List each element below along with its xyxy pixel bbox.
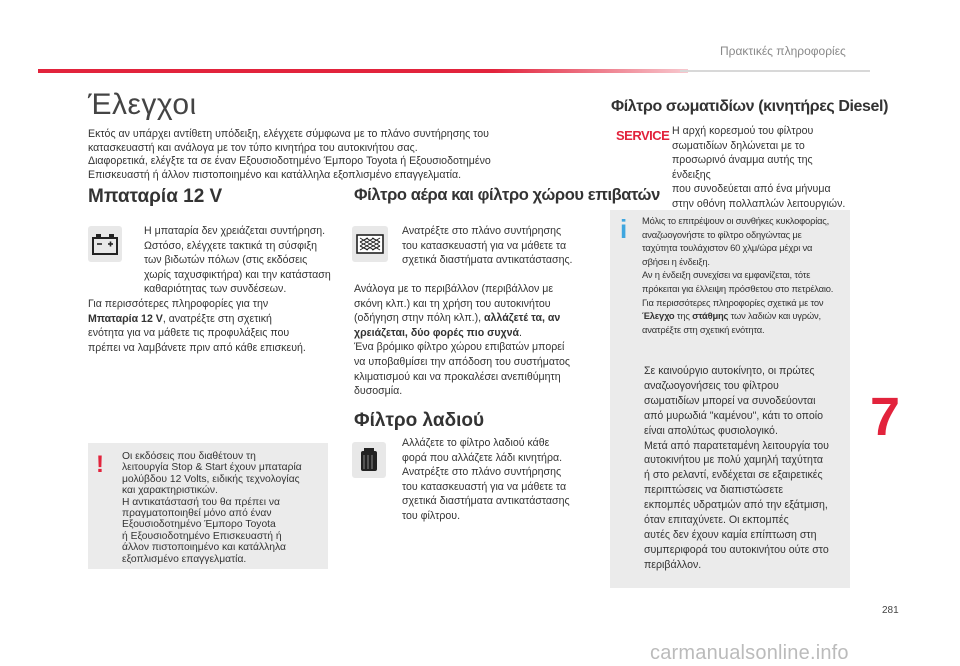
text-line: και χαρακτηριστικών. — [122, 485, 218, 497]
text-line: ή Εξουσιοδοτημένο Επισκευαστή ή — [122, 530, 282, 542]
particle-filter-heading: Φίλτρο σωματιδίων (κινητήρες Diesel) — [611, 98, 889, 115]
battery-link-text: Μπαταρία 12 V — [88, 312, 163, 325]
text-line: ή στο ρελαντί, ενδέχεται σε εξαιρετικές — [644, 469, 823, 482]
text-line: αναζωογονήσεις του φίλτρου — [644, 379, 779, 392]
air-filter-heading: Φίλτρο αέρα και φίλτρο χώρου επιβατών — [354, 186, 660, 204]
intro-paragraph — [88, 128, 558, 182]
battery-heading: Μπαταρία 12 V — [88, 186, 223, 207]
page-number: 281 — [882, 605, 899, 616]
text-line: όταν επιταχύνετε. Οι εκπομπές — [644, 514, 789, 527]
text-line: περιβάλλον. — [644, 558, 702, 571]
text-fragment: των λαδιών και υγρών, — [728, 310, 821, 322]
header-accent-bar — [38, 69, 688, 73]
oil-filter-paragraph — [402, 436, 602, 524]
text-line: φορά που αλλάζετε λάδι κινητήρα. — [402, 451, 563, 464]
emphasis-text: χρειάζεται, δύο φορές πιο συχνά — [354, 326, 520, 339]
text-line: πρέπει να λαμβάνετε πριν από κάθε επισκευή. — [88, 341, 306, 354]
info-body-text — [644, 364, 844, 573]
text-line: κλιματισμού και να προκαλέσει ανεπιθύμητη — [354, 370, 561, 383]
battery-icon — [88, 226, 122, 262]
text-line: Αλλάζετε το φίλτρο λαδιού κάθε — [402, 437, 550, 449]
text-line: αναζωογονήστε το φίλτρο οδηγώντας με — [642, 228, 802, 240]
text-line: Ανατρέξτε στο πλάνο συντήρησης — [402, 225, 562, 237]
text-line: Για περισσότερες πληροφορίες για την — [88, 298, 269, 310]
text-line — [354, 311, 606, 326]
emphasis-text: αλλάζετέ τα, αν — [484, 312, 561, 325]
text-line: που συνοδεύεται από ένα μήνυμα — [672, 183, 831, 196]
text-line: συμπεριφορά του αυτοκινήτου ούτε στο — [644, 543, 829, 556]
air-filter-paragraph-2 — [354, 282, 606, 399]
text-line: Ένα βρόμικο φίλτρο χώρου επιβατών μπορεί — [354, 341, 565, 354]
battery-paragraph-2 — [88, 297, 348, 355]
text-line: περιπτώσεις να διαπιστώσετε — [644, 484, 784, 497]
text-line: Σε καινούργιο αυτοκίνητο, οι πρώτες — [644, 365, 815, 377]
intro-line: κατασκευαστή και ανάλογα με τον τύπο κινητήρα του αυτοκινήτου σας. — [88, 141, 418, 154]
particle-filter-paragraph — [672, 124, 854, 212]
info-box — [610, 210, 850, 588]
text-line: σχετικά διαστήματα αντικατάστασης. — [402, 254, 573, 267]
text-line: να υποβαθμίσει την απόδοση του συστήματος — [354, 355, 571, 368]
service-warning-icon: SERVICE — [616, 128, 670, 143]
text-fragment: (οδήγηση στην πόλη κλπ.), — [354, 312, 482, 325]
text-line: σωματιδίων δηλώνεται με το — [672, 139, 805, 152]
text-line: σκόνη κλπ.) και τη χρήση του αυτοκινήτου — [354, 297, 551, 310]
warning-box — [88, 443, 328, 569]
text-line: του κατασκευαστή για να μάθετε τα — [402, 480, 567, 493]
text-line: μολύβδου 12 Volts, ειδικής τεχνολογίας — [122, 473, 300, 485]
text-line: χρειάζεται, δύο φορές πιο συχνά. — [354, 326, 522, 339]
intro-line: Εκτός αν υπάρχει αντίθετη υπόδειξη, ελέγχετε σύμφωνα με το πλάνο συντήρησης του — [88, 128, 489, 140]
intro-line: Διαφορετικά, ελέγξτε τα σε έναν Εξουσιοδοτημένο Έμπορο Toyota ή Εξουσιοδοτημένο — [88, 155, 491, 167]
text-line: Οι εκδόσεις που διαθέτουν τη — [122, 451, 256, 462]
text-line: ανατρέξτε στη σχετική ενότητα. — [642, 323, 765, 335]
text-line: ενότητα για να μάθετε τις προφυλάξεις που — [88, 327, 290, 340]
text-line: από μυρωδιά "καμένου", κάτι το οποίο — [644, 409, 823, 422]
text-line: χωρίς ταχυσφικτήρα) και την κατάσταση — [144, 268, 331, 281]
text-line: πρόκειται για έλλειψη πρόσθετου στο πετρέλαιο. — [642, 282, 834, 294]
text-line: αυτοκινήτου με πολύ χαμηλή ταχύτητα — [644, 454, 824, 467]
text-line: δυσοσμία. — [354, 385, 403, 398]
intro-line: Επισκευαστή ή άλλον πιστοποιημένο και κατάλληλα εξοπλισμένο επαγγελματία. — [88, 168, 462, 181]
header-divider — [680, 70, 870, 72]
text-line: εξοπλισμένο επαγγελματία. — [122, 553, 247, 565]
text-line: Η μπαταρία δεν χρειάζεται συντήρηση. — [144, 225, 326, 237]
text-line: Ανάλογα με το περιβάλλον (περιβάλλον με — [354, 283, 554, 295]
text-line: πραγματοποιηθεί μόνο από έναν — [122, 508, 272, 520]
oil-filter-heading: Φίλτρο λαδιού — [354, 410, 485, 431]
text-line: είναι απολύτως φυσιολογικό. — [644, 424, 778, 437]
text-line: σβήσει η ένδειξη. — [642, 255, 710, 267]
text-line: άλλον πιστοποιημένο και κατάλληλα — [122, 542, 286, 554]
warning-icon: ! — [96, 451, 104, 478]
text-line: στην οθόνη πολλαπλών λειτουργιών. — [672, 197, 846, 210]
chapter-number: 7 — [870, 387, 901, 447]
text-line: Αν η ένδειξη συνεχίσει να εμφανίζεται, τότε — [642, 269, 811, 281]
text-line: Για περισσότερες πληροφορίες σχετικά με τον — [642, 296, 824, 308]
text-line: Εξουσιοδοτημένο Έμπορο Toyota — [122, 519, 276, 531]
text-line: Μόλις το επιτρέψουν οι συνθήκες κυκλοφορίας, — [642, 215, 830, 226]
emphasis-text: στάθμης — [692, 310, 729, 322]
warning-text — [122, 451, 322, 565]
text-line: Ωστόσο, ελέγχετε τακτικά τη σύσφιξη — [144, 239, 318, 252]
text-line: Ανατρέξτε στο πλάνο συντήρησης — [402, 466, 562, 479]
text-line — [642, 309, 846, 323]
text-line: Η αρχή κορεσμού του φίλτρου — [672, 125, 814, 137]
air-filter-paragraph-1 — [402, 224, 602, 268]
battery-paragraph-1 — [144, 224, 344, 297]
text-line: του φίλτρου. — [402, 509, 461, 522]
info-small-text — [642, 214, 846, 336]
air-filter-icon — [352, 226, 388, 262]
watermark: carmanualsonline.info — [650, 642, 849, 664]
text-line — [88, 312, 348, 327]
section-title: Πρακτικές πληροφορίες — [720, 44, 846, 58]
text-line: ταχύτητα τουλάχιστον 60 χλμ/ώρα μέχρι να — [642, 242, 813, 254]
text-fragment: , ανατρέξτε στη σχετική — [162, 312, 272, 325]
text-line: εκπομπές υδρατμών από την εξάτμιση, — [644, 499, 828, 512]
text-line: αυτές δεν έχουν καμία επίπτωση στη — [644, 528, 817, 541]
text-line: λειτουργία Stop & Start έχουν μπαταρία — [122, 462, 302, 474]
text-line: του κατασκευαστή για να μάθετε τα — [402, 239, 567, 252]
text-line: των βιδωτών πόλων (στις εκδόσεις — [144, 254, 308, 267]
text-line: σωματιδίων μπορεί να συνοδεύονται — [644, 394, 816, 407]
text-line: Η αντικατάστασή του θα πρέπει να — [122, 496, 280, 508]
emphasis-text: Έλεγχο — [642, 310, 675, 322]
text-line: προσωρινό άναμμα αυτής της ένδειξης — [672, 154, 813, 181]
page-title: Έλεγχοι — [88, 88, 197, 121]
info-icon: i — [620, 214, 628, 244]
oil-filter-icon — [352, 442, 386, 478]
text-line: σχετικά διαστήματα αντικατάστασης — [402, 495, 570, 508]
text-fragment: της — [674, 310, 693, 322]
text-line: Μετά από παρατεταμένη λειτουργία του — [644, 439, 829, 452]
text-line: καθαριότητας των συνδέσεων. — [144, 283, 287, 296]
